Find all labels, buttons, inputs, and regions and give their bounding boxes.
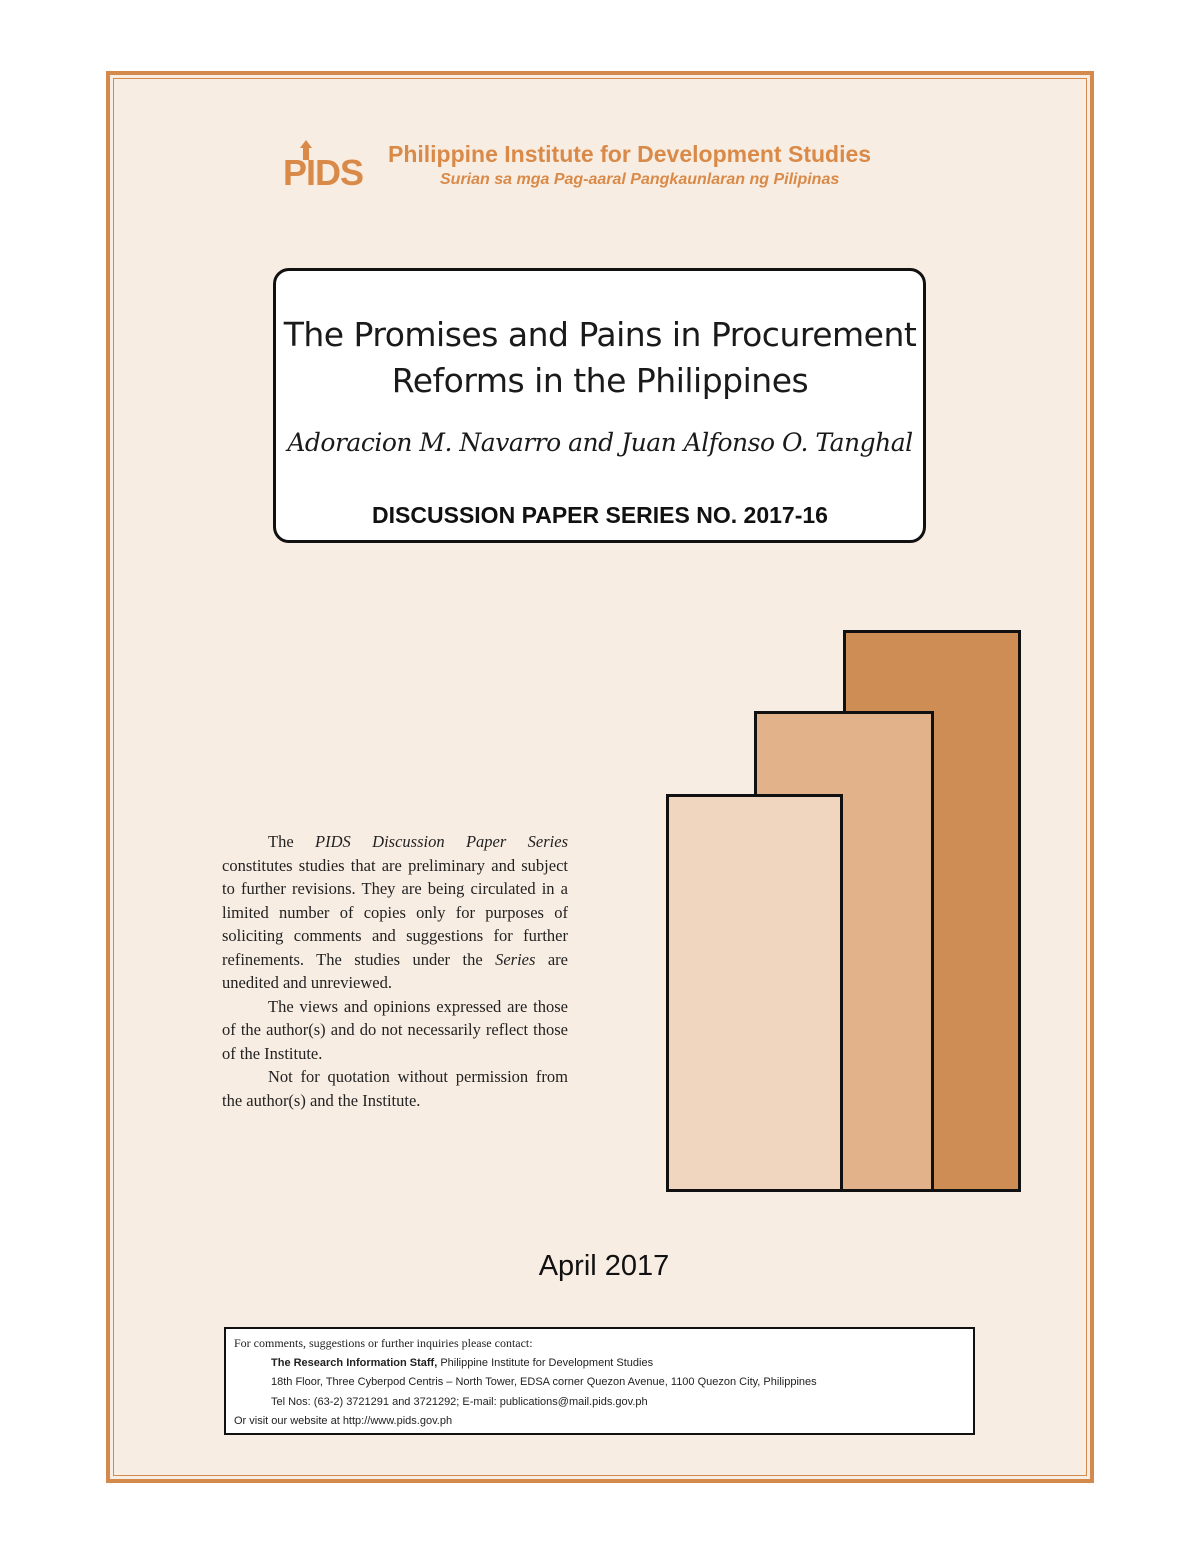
publication-date: April 2017	[538, 1250, 670, 1282]
disclaimer-p1-series-word: Series	[495, 949, 536, 969]
contact-box	[224, 1327, 975, 1435]
contact-phones: Tel Nos: (63-2) 3721291 and 3721292; E-mail: publications@mail.pids.gov.ph	[271, 1395, 648, 1408]
contact-website[interactable]: Or visit our website at http://www.pids.gov.ph	[234, 1415, 453, 1427]
disclaimer-p1-c: constitutes studies that are preliminary and subject to further revisions. They are being circulated in a limited number of copies only for purposes of soliciting comments and suggestions for further refinements. The studies under the	[222, 855, 568, 969]
org-tagalog-name: Surian sa mga Pag-aaral Pangkaunlaran ng Pilipinas	[440, 171, 840, 188]
paper-authors: Adoracion M. Navarro and Juan Alfonso O. Tanghal	[287, 428, 913, 457]
disclaimer-p1-series-name: PIDS Discussion Paper Series	[315, 832, 569, 851]
title-line-2: Reforms in the Philippines	[391, 361, 809, 400]
disclaimer-text	[222, 830, 568, 1112]
contact-staff-institute: Philippine Institute for Development Studies	[437, 1356, 654, 1369]
contact-lead: For comments, suggestions or further inquiries please contact:	[234, 1336, 533, 1350]
series-number: DISCUSSION PAPER SERIES NO. 2017-16	[372, 502, 828, 528]
contact-staff-name: The Research Information Staff,	[271, 1356, 438, 1369]
decorative-block-light	[666, 794, 843, 1192]
paper-title	[276, 312, 924, 404]
disclaimer-p1-e: are unedited and unreviewed.	[222, 949, 568, 992]
contact-staff	[234, 1354, 965, 1374]
pids-logo	[276, 138, 370, 190]
title-line-1: The Promises and Pains in Procurement	[283, 315, 917, 354]
disclaimer-paragraph-2: The views and opinions expressed are those of the author(s) and do not necessarily reflect those of the Institute.	[222, 996, 568, 1063]
disclaimer-p1-a: The	[268, 832, 316, 851]
disclaimer-paragraph-3: Not for quotation without permission from the author(s) and the Institute.	[222, 1067, 568, 1110]
disclaimer-paragraph-1	[222, 830, 568, 995]
org-name: Philippine Institute for Development Studies	[388, 141, 872, 167]
logo-text: PIDS	[282, 152, 364, 190]
contact-address: 18th Floor, Three Cyberpod Centris – North Tower, EDSA corner Quezon Avenue, 1100 Quezon City, Philippines	[271, 1376, 817, 1388]
